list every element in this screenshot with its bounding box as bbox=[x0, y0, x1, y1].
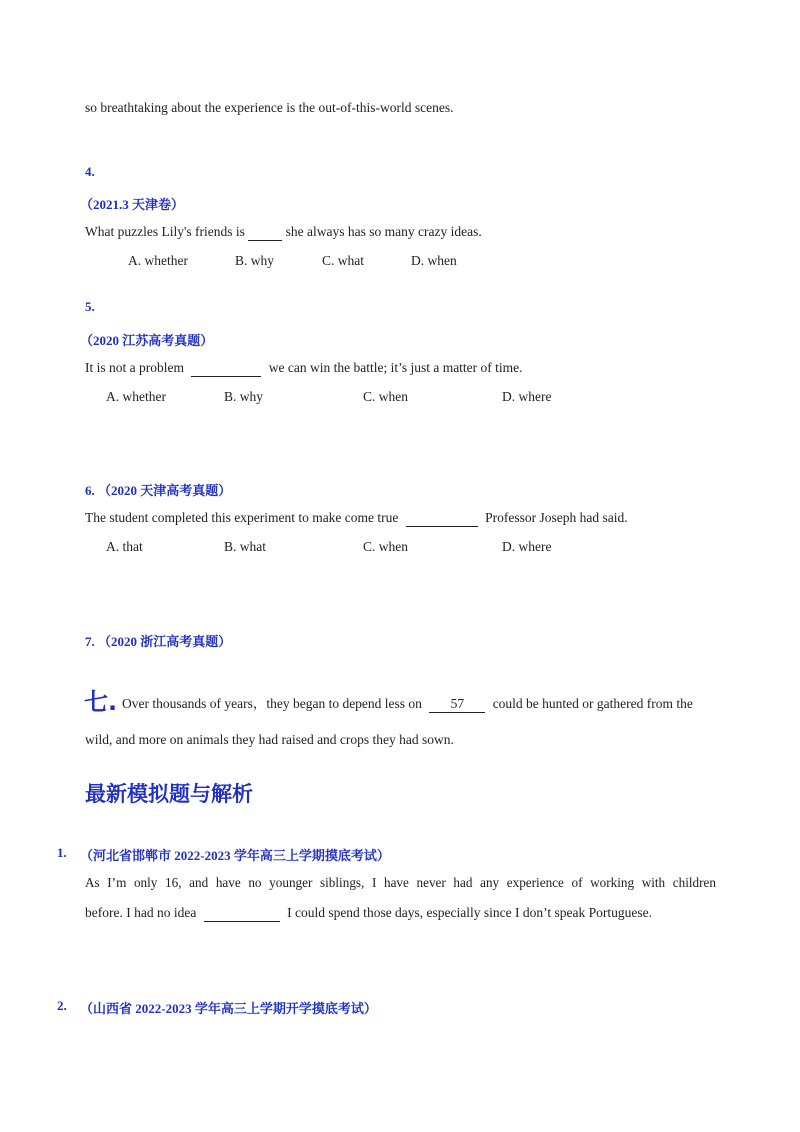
question-4-number: 4. bbox=[85, 164, 95, 179]
question-6-stem-before: The student completed this experiment to make come true bbox=[85, 510, 399, 525]
answer-blank bbox=[204, 905, 280, 922]
mock-question-1-number: 1. bbox=[57, 845, 67, 860]
question-4-option-b: B. why bbox=[235, 253, 275, 268]
mock-question-2-source: （山西省 2022-2023 学年高三上学期开学摸底考试） bbox=[80, 1001, 377, 1016]
question-5-stem-after: we can win the battle; it’s just a matter of time. bbox=[268, 360, 523, 375]
question-6-option-c: C. when bbox=[363, 539, 408, 554]
question-7-line-1 bbox=[122, 692, 693, 713]
question-7-heading: 7. （2020 浙江高考真题） bbox=[85, 634, 232, 649]
question-5-option-a: A. whether bbox=[106, 389, 166, 404]
question-4-option-d: D. when bbox=[411, 253, 457, 268]
question-6-stem-after: Professor Joseph had said. bbox=[485, 510, 628, 525]
mock-question-2-number: 2. bbox=[57, 998, 67, 1013]
question-5-option-c: C. when bbox=[363, 389, 408, 404]
question-6-stem bbox=[85, 510, 628, 527]
question-7-line-1-before: Over thousands of years，they began to depend less on bbox=[122, 696, 422, 711]
question-5-stem-before: It is not a problem bbox=[85, 360, 184, 375]
section-numeral: 七. bbox=[84, 688, 118, 716]
question-5-stem bbox=[85, 360, 523, 377]
question-4-source: （2021.3 天津卷） bbox=[80, 197, 185, 212]
question-6-option-a: A. that bbox=[106, 539, 143, 554]
continuation-text: so breathtaking about the experience is the out-of-this-world scenes. bbox=[85, 100, 454, 115]
answer-blank-57: 57 bbox=[429, 696, 485, 713]
question-4-stem-after: she always has so many crazy ideas. bbox=[285, 224, 482, 239]
question-5-number: 5. bbox=[85, 299, 95, 314]
mock-question-1-line-2 bbox=[85, 905, 652, 922]
question-6-option-b: B. what bbox=[224, 539, 266, 554]
question-6-option-d: D. where bbox=[502, 539, 552, 554]
question-7-line-2: wild, and more on animals they had raised and crops they had sown. bbox=[85, 732, 454, 747]
answer-blank bbox=[191, 360, 261, 377]
mock-question-1-line-1: As I’m only 16, and have no younger siblings, I have never had any experience of working with children bbox=[85, 875, 716, 890]
question-7-line-1-after: could be hunted or gathered from the bbox=[492, 696, 693, 711]
question-6-heading: 6. （2020 天津高考真题） bbox=[85, 483, 232, 498]
mock-question-1-source: （河北省邯郸市 2022-2023 学年高三上学期摸底考试） bbox=[80, 848, 390, 863]
question-4-stem-before: What puzzles Lily's friends is bbox=[85, 224, 245, 239]
mock-question-1-line-2-after: I could spend those days, especially since I don’t speak Portuguese. bbox=[287, 905, 652, 920]
question-5-option-d: D. where bbox=[502, 389, 552, 404]
section-title: 最新模拟题与解析 bbox=[85, 782, 253, 806]
mock-question-1-line-2-before: before. I had no idea bbox=[85, 905, 197, 920]
answer-blank bbox=[406, 510, 478, 527]
question-4-stem bbox=[85, 224, 482, 241]
question-5-source: （2020 江苏高考真题） bbox=[80, 333, 214, 348]
question-4-option-c: C. what bbox=[322, 253, 364, 268]
question-5-option-b: B. why bbox=[224, 389, 264, 404]
answer-blank bbox=[248, 224, 282, 241]
question-4-option-a: A. whether bbox=[128, 253, 188, 268]
